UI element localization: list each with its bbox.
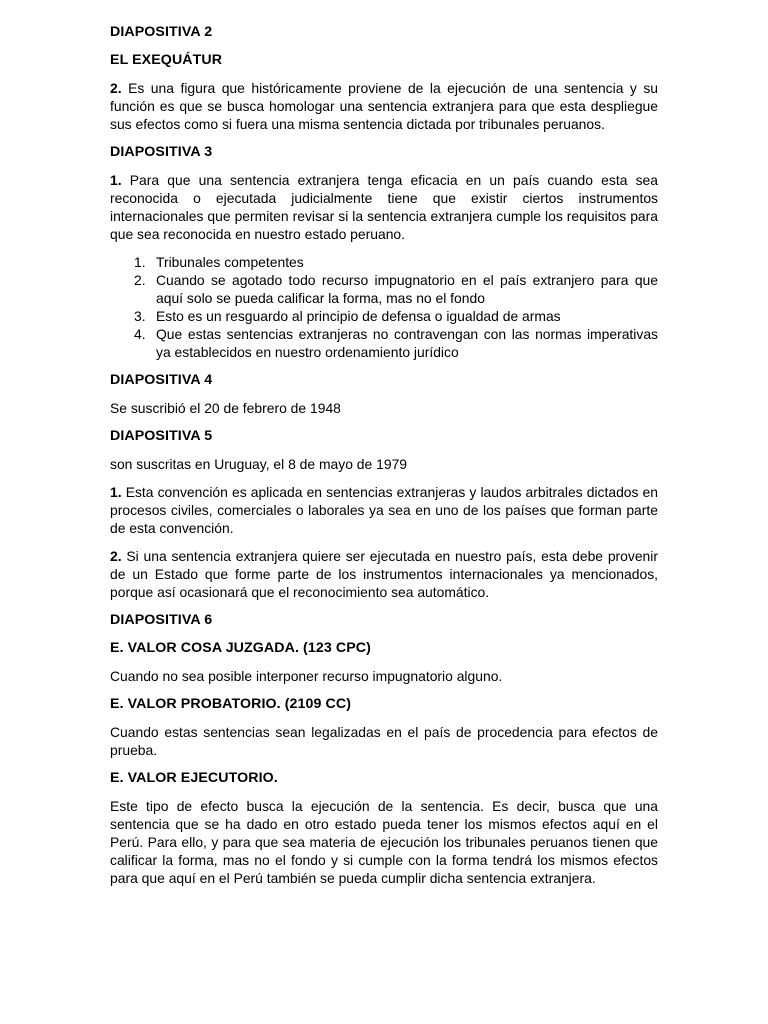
list-item (110, 271, 658, 307)
paragraph-number: 2. (110, 80, 122, 96)
paragraph-text: Si una sentencia extranjera quiere ser ejecutada en nuestro país, esta debe provenir de un Estado que forme parte de los instrumentos internacionales ya mencionados, porque así ocasionará que el reconocimiento sea automático. (110, 548, 658, 600)
list-item-number: 1. (134, 254, 146, 270)
list-item (110, 325, 658, 361)
paragraph-suscripcion-1979: son suscritas en Uruguay, el 8 de mayo de 1979 (110, 456, 408, 472)
paragraph-text: Para que una sentencia extranjera tenga eficacia en un país cuando esta sea reconocida o ejecutada judicialmente tiene que existir ciertos instrumentos internacionales que permiten revisar si la sentencia extranjera cumple los requisitos para que sea reconocida en nuestro estado peruano. (110, 172, 658, 242)
heading-diapositiva-3: DIAPOSITIVA 3 (110, 144, 213, 160)
paragraph-probatorio: Cuando estas sentencias sean legalizadas en el país de procedencia para efectos de prueba. (110, 724, 658, 758)
heading-exequatur: EL EXEQUÁTUR (110, 52, 223, 68)
heading-valor-cosa-juzgada: E. VALOR COSA JUZGADA. (123 CPC) (110, 640, 371, 656)
paragraph-eficacia (110, 171, 658, 243)
paragraph-ejecucion-pais (110, 547, 658, 601)
heading-diapositiva-2: DIAPOSITIVA 2 (110, 24, 213, 40)
paragraph-convencion (110, 483, 658, 537)
heading-valor-ejecutorio: E. VALOR EJECUTORIO. (110, 770, 278, 786)
list-item-text: Que estas sentencias extranjeras no contravengan con las normas imperativas ya establecidos en nuestro ordenamiento jurídico (156, 326, 658, 360)
paragraph-number: 2. (110, 548, 122, 564)
list-item (110, 253, 658, 271)
list-item-text: Cuando se agotado todo recurso impugnatorio en el país extranjero para que aquí solo se pueda calificar la forma, mas no el fondo (156, 272, 658, 306)
list-item-text: Esto es un resguardo al principio de defensa o igualdad de armas (156, 308, 561, 324)
paragraph-number: 1. (110, 484, 122, 500)
requirements-list (110, 253, 658, 361)
heading-diapositiva-5: DIAPOSITIVA 5 (110, 428, 213, 444)
list-item-text: Tribunales competentes (156, 254, 304, 270)
heading-diapositiva-6: DIAPOSITIVA 6 (110, 612, 213, 628)
paragraph-cosa-juzgada: Cuando no sea posible interponer recurso impugnatorio alguno. (110, 668, 503, 684)
paragraph-suscripcion-1948: Se suscribió el 20 de febrero de 1948 (110, 400, 341, 416)
heading-valor-probatorio: E. VALOR PROBATORIO. (2109 CC) (110, 696, 352, 712)
list-item-number: 2. (134, 272, 146, 288)
paragraph-exequatur (110, 79, 658, 133)
paragraph-text: Es una figura que históricamente proviene de la ejecución de una sentencia y su función es que se busca homologar una sentencia extranjera para que esta despliegue sus efectos como si fuera una misma sentencia dictada por tribunales peruanos. (110, 80, 659, 132)
list-item-number: 3. (134, 308, 146, 324)
list-item (110, 307, 658, 325)
list-item-number: 4. (134, 326, 146, 342)
heading-diapositiva-4: DIAPOSITIVA 4 (110, 372, 213, 388)
paragraph-text: Esta convención es aplicada en sentencias extranjeras y laudos arbitrales dictados en procesos civiles, comerciales o laborales ya sea en uno de los países que forman parte de esta convención. (110, 484, 659, 536)
paragraph-ejecutorio: Este tipo de efecto busca la ejecución de la sentencia. Es decir, busca que una sentencia que se ha dado en otro estado pueda tener los mismos efectos aquí en el Perú. Para ello, y para que sea materia de ejecución los tribunales peruanos tienen que calificar la forma, mas no el fondo y si cumple con la forma tendrá los mismos efectos para que aquí en el Perú también se pueda cumplir dicha sentencia extranjera. (110, 798, 658, 886)
paragraph-number: 1. (110, 172, 122, 188)
